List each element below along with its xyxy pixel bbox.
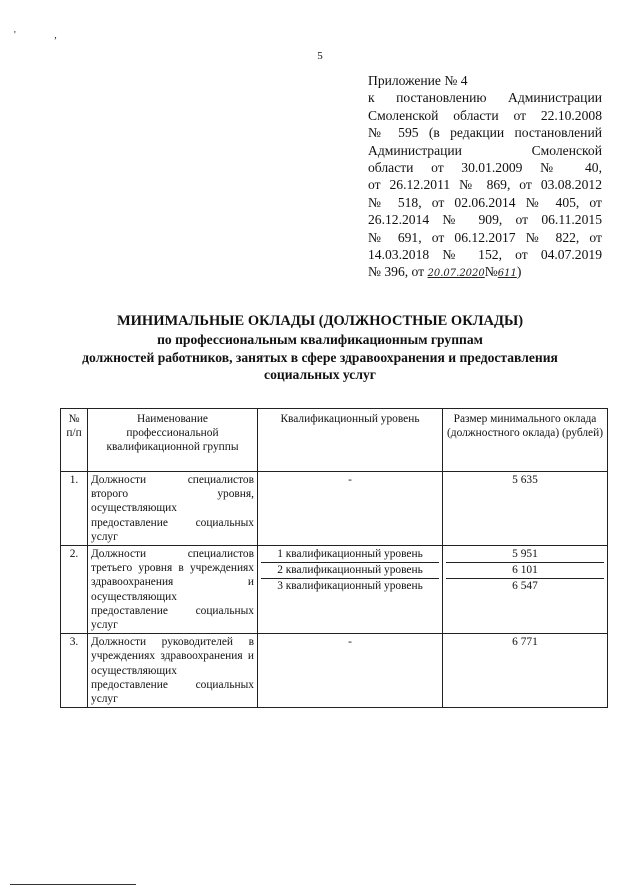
appendix-line: 26.12.2014 № 909, от 06.11.2015 <box>368 212 602 228</box>
appendix-note <box>368 72 602 283</box>
row-group-name: Должности специалистов третьего уровня в учреждениях здравоохранения и осуществляющих предоставление социальных услуг <box>88 546 258 634</box>
row-level: - <box>258 472 443 546</box>
appendix-line: области от 30.01.2009 № 40, <box>368 160 602 176</box>
title-line-1: МИНИМАЛЬНЫЕ ОКЛАДЫ (ДОЛЖНОСТНЫЕ ОКЛАДЫ) <box>116 313 524 329</box>
appendix-line: № 595 (в редакции постановлений <box>368 125 602 141</box>
appendix-line: Смоленской области от 22.10.2008 <box>368 107 602 123</box>
header-salary: Размер минимального оклада (должностного оклада) (рублей) <box>443 409 608 472</box>
header-level: Квалификационный уровень <box>258 409 443 472</box>
page-number: 5 <box>317 50 323 62</box>
appendix-last-suffix: ) <box>516 264 522 280</box>
row-salaries <box>443 546 608 634</box>
row-group-name: Должности руководителей в учреждениях здравоохранения и осуществляющих предоставление социальных услуг <box>88 634 258 708</box>
table-row <box>61 634 608 708</box>
row-num: 1. <box>61 472 88 546</box>
appendix-line: № 691, от 06.12.2017 № 822, от <box>368 229 602 245</box>
appendix-line: 14.03.2018 № 152, от 04.07.2019 <box>368 247 602 263</box>
salary-cell: 5 951 <box>446 547 604 563</box>
scan-marks: ' , <box>14 30 75 41</box>
title-line-2: по профессиональным квалификационным группам <box>157 332 483 347</box>
row-num: 3. <box>61 634 88 708</box>
table-row <box>61 472 608 546</box>
number-sign: № <box>484 264 498 280</box>
appendix-line: Приложение № 4 <box>368 73 468 88</box>
appendix-line: к постановлению Администрации <box>368 90 602 106</box>
salary-table <box>60 408 608 708</box>
header-num: № п/п <box>61 409 88 472</box>
level-cell: 2 квалификационный уровень <box>261 563 439 579</box>
row-group-name: Должности специалистов второго уровня, осуществляющих предоставление социальных услуг <box>88 472 258 546</box>
handwritten-date: 20.07.2020 <box>427 268 485 280</box>
row-levels <box>258 546 443 634</box>
level-cell: 1 квалификационный уровень <box>261 547 439 563</box>
table-header-row <box>61 409 608 472</box>
row-salary: 6 771 <box>443 634 608 708</box>
salary-cell: 6 547 <box>512 580 538 593</box>
document-title <box>40 312 600 384</box>
appendix-line: от 26.12.2011 № 869, от 03.08.2012 <box>368 177 602 193</box>
appendix-last-line <box>368 263 602 282</box>
salary-cell: 6 101 <box>446 563 604 579</box>
appendix-line: Администрации Смоленской <box>368 142 602 158</box>
title-line-4: социальных услуг <box>264 367 376 382</box>
row-level: - <box>258 634 443 708</box>
row-salary: 5 635 <box>443 472 608 546</box>
appendix-line: № 518, от 02.06.2014 № 405, от <box>368 194 602 210</box>
table-row <box>61 546 608 634</box>
footer-rule <box>10 884 136 885</box>
title-line-3: должностей работников, занятых в сфере здравоохранения и предоставления <box>82 349 558 365</box>
level-cell: 3 квалификационный уровень <box>277 580 423 593</box>
row-num: 2. <box>61 546 88 634</box>
handwritten-number: 611 <box>497 268 517 280</box>
appendix-last-prefix: № 396, от <box>368 264 428 280</box>
header-name: Наименование профессиональной квалификационной группы <box>88 409 258 472</box>
